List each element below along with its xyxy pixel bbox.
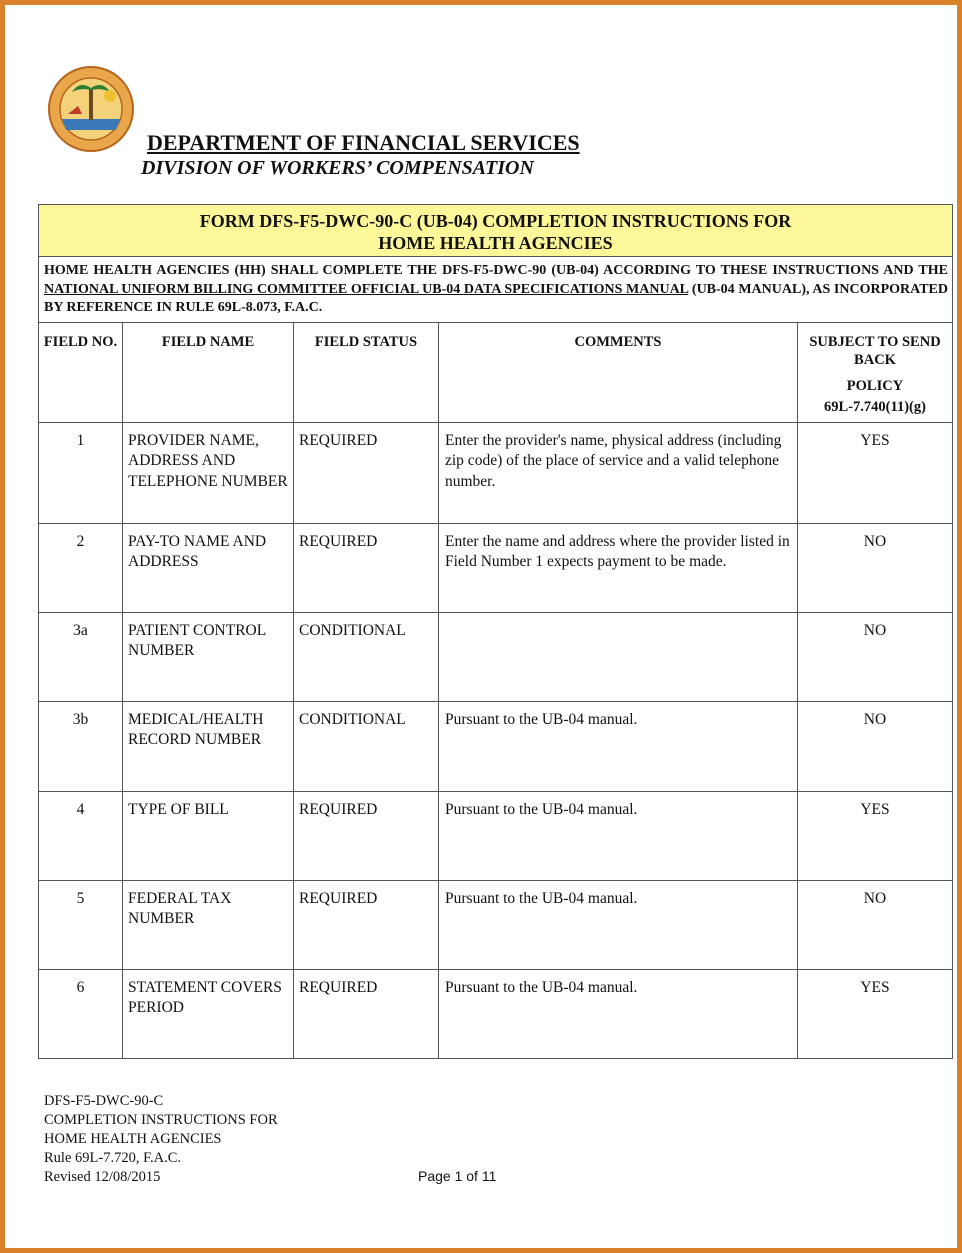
division-title: DIVISION OF WORKERS’ COMPENSATION (141, 157, 534, 179)
form-title (39, 205, 953, 257)
footer-form-id: DFS-F5-DWC-90-C (44, 1093, 164, 1109)
field-status: REQUIRED (294, 969, 439, 1058)
field-send-back: NO (798, 612, 953, 701)
header-policy-rule: 69L-7.740(11)(g) (824, 398, 926, 415)
field-name: PAY-TO NAME AND ADDRESS (123, 523, 294, 612)
table-row (39, 422, 953, 523)
field-no: 1 (39, 422, 123, 523)
field-comment (439, 612, 798, 701)
field-status: REQUIRED (294, 523, 439, 612)
field-comment: Enter the name and address where the provider listed in Field Number 1 expects payment to be made. (439, 523, 798, 612)
table-row (39, 969, 953, 1058)
column-headers (39, 322, 953, 422)
header-comments: COMMENTS (439, 322, 798, 422)
header-policy: POLICY (846, 377, 904, 394)
field-status: REQUIRED (294, 422, 439, 523)
intro-part1: HOME HEALTH AGENCIES (HH) SHALL COMPLETE THE DFS-F5-DWC-90 (UB-04) ACCORDING TO THESE INSTRUCTIONS AND THE (44, 263, 948, 278)
field-status: CONDITIONAL (294, 612, 439, 701)
intro-part2: (UB-04 MANUAL), AS INCORPORATED BY REFERENCE IN RULE 69L-8.073, F.A.C. (44, 281, 948, 315)
header-field-no: FIELD NO. (39, 322, 123, 422)
table-row (39, 880, 953, 969)
manual-reference: NATIONAL UNIFORM BILLING COMMITTEE OFFICIAL UB-04 DATA SPECIFICATIONS MANUAL (44, 281, 689, 297)
field-status: REQUIRED (294, 791, 439, 880)
field-no: 3a (39, 612, 123, 701)
footer-revised: Revised 12/08/2015 (44, 1169, 161, 1185)
field-comment: Pursuant to the UB-04 manual. (439, 880, 798, 969)
field-name: FEDERAL TAX NUMBER (123, 880, 294, 969)
department-title: DEPARTMENT OF FINANCIAL SERVICES (147, 130, 580, 155)
field-name: PROVIDER NAME, ADDRESS AND TELEPHONE NUMBER (123, 422, 294, 523)
field-name: TYPE OF BILL (123, 791, 294, 880)
field-comment: Pursuant to the UB-04 manual. (439, 969, 798, 1058)
footer-rule: Rule 69L-7.720, F.A.C. (44, 1150, 181, 1166)
field-no: 3b (39, 701, 123, 791)
footer-line3: HOME HEALTH AGENCIES (44, 1131, 222, 1147)
field-send-back: NO (798, 523, 953, 612)
table-row (39, 612, 953, 701)
instructions-table (38, 204, 953, 1059)
intro-text (39, 257, 953, 323)
field-comment: Pursuant to the UB-04 manual. (439, 701, 798, 791)
form-title-line1: FORM DFS-F5-DWC-90-C (UB-04) COMPLETION INSTRUCTIONS FOR (199, 211, 792, 231)
field-send-back: YES (798, 969, 953, 1058)
header-field-name: FIELD NAME (123, 322, 294, 422)
header-send-back-label: SUBJECT TO SEND BACK (809, 333, 941, 368)
table-row (39, 701, 953, 791)
page-number: Page 1 of 11 (418, 1168, 497, 1184)
footer-line2: COMPLETION INSTRUCTIONS FOR (44, 1112, 278, 1128)
field-name: MEDICAL/HEALTH RECORD NUMBER (123, 701, 294, 791)
field-send-back: YES (798, 422, 953, 523)
field-comment: Pursuant to the UB-04 manual. (439, 791, 798, 880)
footer-block (44, 1092, 278, 1187)
header-send-back (798, 322, 953, 422)
field-no: 4 (39, 791, 123, 880)
table-row (39, 791, 953, 880)
state-seal (44, 66, 140, 156)
field-name: STATEMENT COVERS PERIOD (123, 969, 294, 1058)
field-comment: Enter the provider's name, physical address (including zip code) of the place of service and a valid telephone number. (439, 422, 798, 523)
field-send-back: NO (798, 880, 953, 969)
field-no: 6 (39, 969, 123, 1058)
table-row (39, 523, 953, 612)
header-field-status: FIELD STATUS (294, 322, 439, 422)
field-send-back: NO (798, 701, 953, 791)
form-title-line2: HOME HEALTH AGENCIES (378, 233, 613, 253)
field-status: CONDITIONAL (294, 701, 439, 791)
field-status: REQUIRED (294, 880, 439, 969)
field-no: 5 (39, 880, 123, 969)
field-no: 2 (39, 523, 123, 612)
field-name: PATIENT CONTROL NUMBER (123, 612, 294, 701)
field-send-back: YES (798, 791, 953, 880)
